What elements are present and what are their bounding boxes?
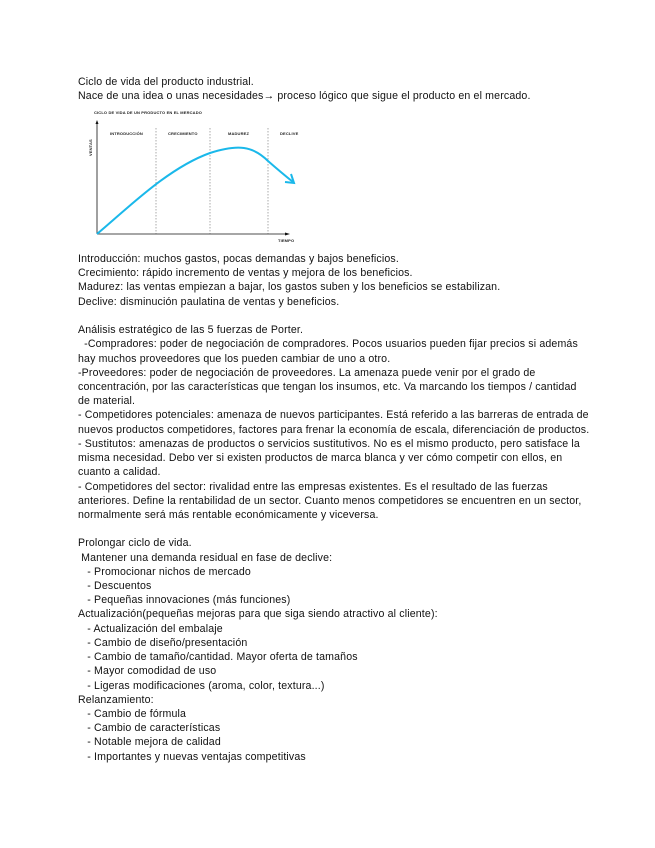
text-line: - Cambio de diseño/presentación [78, 636, 248, 649]
blank-line [78, 522, 635, 536]
text-line: - Competidores potenciales: amenaza de nuevos participantes. Está referido a las barreras de entrada de [78, 409, 589, 422]
text-line: misma necesidad. Debo ver si existen productos de marca blanca y ver cómo competir con ellos, en [78, 452, 563, 465]
text-line: - Ligeras modificaciones (aroma, color, textura...) [78, 679, 325, 692]
text-line: - Competidores del sector: rivalidad entre las empresas existentes. Es el resultado de las fuerzas [78, 480, 548, 493]
text-line: Introducción: muchos gastos, pocas demandas y bajos beneficios. [78, 253, 399, 265]
text-line: - Importantes y nuevas ventajas competitivas [78, 750, 306, 763]
text-line: Madurez: las ventas empiezan a bajar, los gastos suben y los beneficios se estabilizan. [78, 281, 501, 294]
text-line: normalmente será más rentable económicamente y viceversa. [78, 508, 379, 521]
sales-curve [97, 148, 293, 234]
chart-ylabel: VENTAS [88, 139, 93, 156]
text-line: concentración, por las características que tengan los insumos, etc. Va marcando los tiempos / cantidad [78, 380, 577, 393]
phase-label: INTRODUCCIÓN [110, 131, 143, 136]
blank-line [78, 309, 635, 323]
phase-label: MADUREZ [228, 131, 250, 136]
text-line: - Mayor comodidad de uso [78, 665, 217, 678]
text-line: hay muchos proveedores que los pueden cambiar de uno a otro. [78, 352, 391, 365]
text-line: nuevos productos competidores, factores para frenar la economía de escala, diferenciación de productos. [78, 423, 590, 436]
text-line: - Sustitutos: amenazas de productos o servicios sustitutivos. No es el mismo producto, pero satisface la [78, 437, 580, 450]
chart-title: CICLO DE VIDA DE UN PRODUCTO EN EL MERCADO [94, 110, 203, 115]
text-line: - Promocionar nichos de mercado [78, 565, 251, 578]
y-axis-arrow-icon [96, 120, 99, 124]
product-life-cycle-chart [88, 108, 303, 248]
text-line: - Actualización del embalaje [78, 622, 223, 635]
text-line: Actualización(pequeñas mejoras para que siga siendo atractivo al cliente): [78, 608, 438, 621]
text-line: Declive: disminución paulatina de ventas y beneficios. [78, 295, 340, 308]
text-line: Nace de una idea o unas necesidades→ proceso lógico que sigue el producto en el mercado. [78, 90, 531, 103]
text-line: de material. [78, 395, 136, 408]
text-line: Ciclo de vida del producto industrial. [78, 76, 254, 88]
x-axis-arrow-icon [285, 233, 290, 236]
text-line: - Cambio de tamaño/cantidad. Mayor oferta de tamaños [78, 651, 358, 664]
text-line: Mantener una demanda residual en fase de declive: [78, 551, 333, 564]
text-line: -Compradores: poder de negociación de compradores. Pocos usuarios pueden fijar precios si además [78, 338, 578, 351]
text-line: Crecimiento: rápido incremento de ventas y mejora de los beneficios. [78, 267, 413, 280]
chart-xlabel: TIEMPO [278, 238, 295, 243]
text-line: Prolongar ciclo de vida. [78, 537, 192, 550]
text-line: - Descuentos [78, 580, 152, 593]
text-line: cuanto a calidad. [78, 466, 161, 479]
phase-label: CRECIMIENTO [168, 131, 198, 136]
intro-section [78, 75, 635, 103]
text-line: Relanzamiento: [78, 693, 154, 706]
notes-body [78, 252, 635, 764]
phase-label: DECLIVE [280, 131, 299, 136]
text-line: - Notable mejora de calidad [78, 736, 221, 749]
text-line: - Pequeñas innovaciones (más funciones) [78, 594, 291, 607]
text-line: - Cambio de características [78, 722, 221, 735]
text-line: - Cambio de fórmula [78, 708, 187, 720]
text-line: Análisis estratégico de las 5 fuerzas de Porter. [78, 324, 304, 337]
text-line: -Proveedores: poder de negociación de proveedores. La amenaza puede venir por el grado de [78, 366, 536, 379]
text-line: anteriores. Define la rentabilidad de un sector. Cuanto menos competidores se encuentren en un sector, [78, 494, 582, 507]
